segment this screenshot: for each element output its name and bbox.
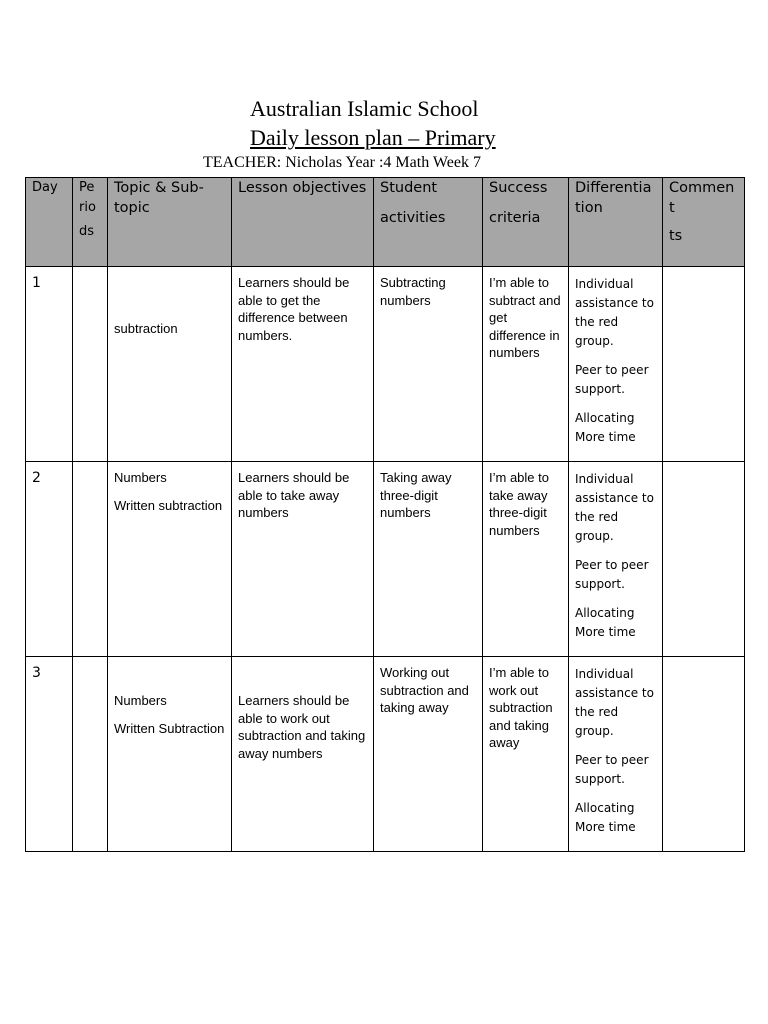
cell-topic: Numbers Written Subtraction <box>108 657 232 852</box>
cell-differentiation: Individual assistance to the red group. Peer to peer support. Allocating More time <box>569 462 663 657</box>
cell-criteria: I’m able to work out subtraction and taking away <box>483 657 569 852</box>
cell-periods <box>73 657 108 852</box>
school-name: Australian Islamic School <box>250 96 479 121</box>
cell-day: 3 <box>26 657 73 852</box>
header-activities: Student activities <box>374 178 483 267</box>
cell-periods <box>73 267 108 462</box>
cell-comments <box>663 657 745 852</box>
cell-day: 2 <box>26 462 73 657</box>
cell-day: 1 <box>26 267 73 462</box>
header-comments: Commen t ts <box>663 178 745 267</box>
header-day: Day <box>26 178 73 267</box>
table-row <box>26 657 745 852</box>
cell-objectives: Learners should be able to get the difference between numbers. <box>232 267 374 462</box>
cell-activities: Working out subtraction and taking away <box>374 657 483 852</box>
table-row <box>26 462 745 657</box>
cell-activities: Subtracting numbers <box>374 267 483 462</box>
cell-topic: subtraction <box>108 267 232 462</box>
cell-objectives: Learners should be able to take away numbers <box>232 462 374 657</box>
cell-comments <box>663 462 745 657</box>
cell-comments <box>663 267 745 462</box>
lesson-plan-table <box>25 177 745 852</box>
cell-periods <box>73 462 108 657</box>
table-header-row <box>26 178 745 267</box>
table-row <box>26 267 745 462</box>
cell-topic: Numbers Written subtraction <box>108 462 232 657</box>
header-topic: Topic & Sub-topic <box>108 178 232 267</box>
cell-objectives: Learners should be able to work out subtraction and taking away numbers <box>232 657 374 852</box>
teacher-line: TEACHER: Nicholas Year :4 Math Week 7 <box>203 154 481 171</box>
header-objectives: Lesson objectives <box>232 178 374 267</box>
cell-criteria: I’m able to take away three-digit numbers <box>483 462 569 657</box>
header-criteria: Success criteria <box>483 178 569 267</box>
header-periods: Pe rio ds <box>73 178 108 267</box>
cell-criteria: I’m able to subtract and get difference in numbers <box>483 267 569 462</box>
plan-title: Daily lesson plan – Primary <box>250 125 496 150</box>
cell-activities: Taking away three-digit numbers <box>374 462 483 657</box>
cell-differentiation: Individual assistance to the red group. Peer to peer support. Allocating More time <box>569 657 663 852</box>
header-differentiation: Differentiation <box>569 178 663 267</box>
cell-differentiation: Individual assistance to the red group. Peer to peer support. Allocating More time <box>569 267 663 462</box>
